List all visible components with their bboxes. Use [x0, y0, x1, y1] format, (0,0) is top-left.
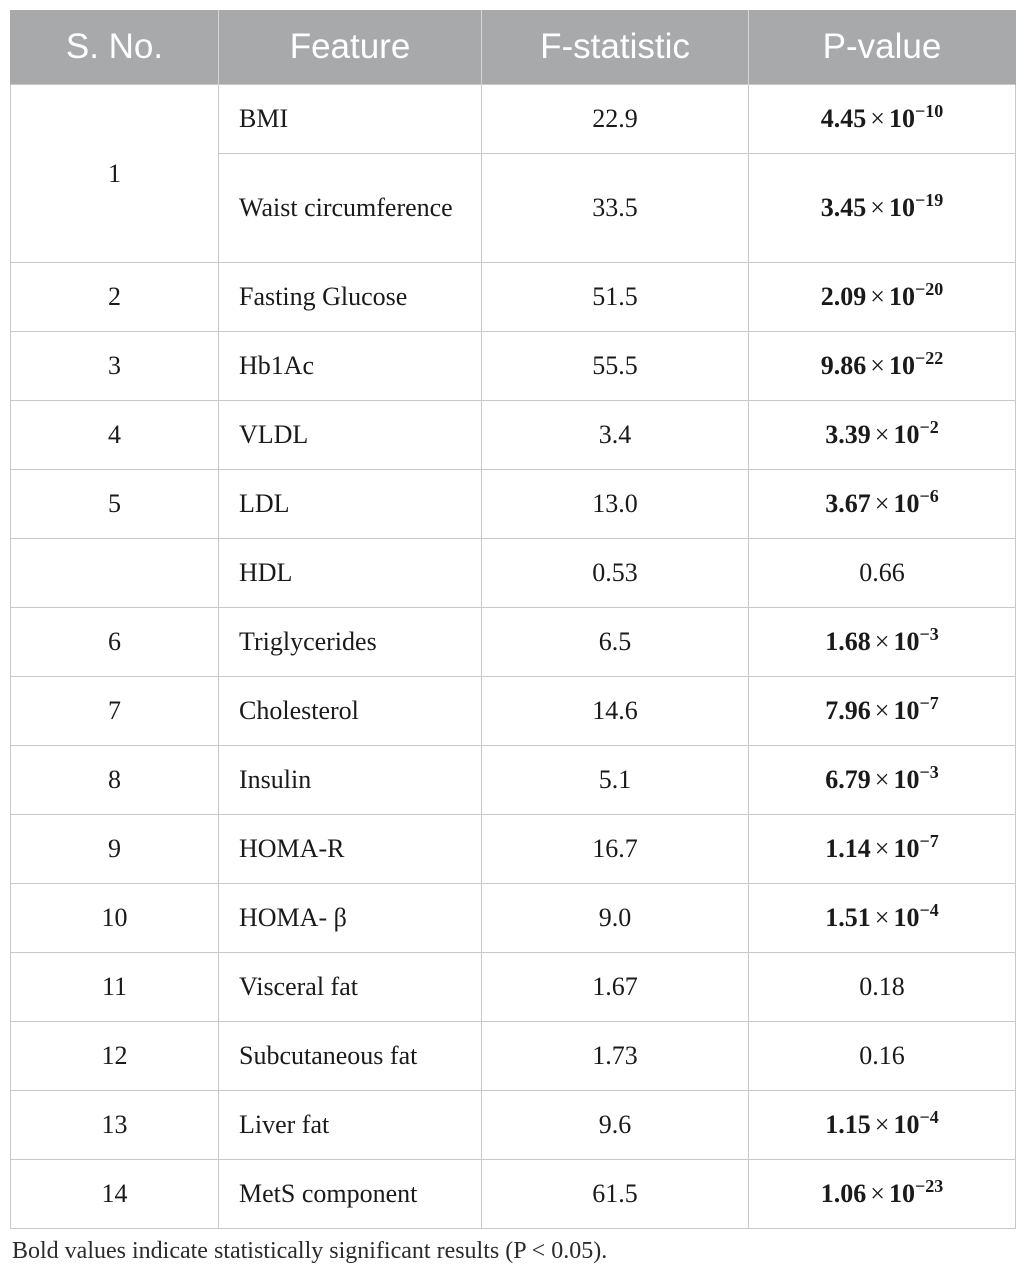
row-p-value: $1.06 \times 10^{-23}$ — [749, 1160, 1016, 1229]
row-p-value: 0.66 — [749, 539, 1016, 608]
table-row — [11, 401, 1016, 470]
table-row — [11, 263, 1016, 332]
table-row — [11, 1091, 1016, 1160]
row-f-statistic: 9.6 — [482, 1091, 749, 1160]
row-feature: LDL — [219, 470, 482, 539]
row-sno: 4 — [11, 401, 219, 470]
row-sno: 11 — [11, 953, 219, 1022]
row-f-statistic: 61.5 — [482, 1160, 749, 1229]
table-row — [11, 953, 1016, 1022]
row-feature: Waist circumference — [219, 154, 482, 263]
row-p-value: $7.96 \times 10^{-7}$ — [749, 677, 1016, 746]
row-f-statistic: 16.7 — [482, 815, 749, 884]
row-sno: 12 — [11, 1022, 219, 1091]
row-sno: 3 — [11, 332, 219, 401]
header-sno: S. No. — [11, 10, 219, 85]
row-feature: Fasting Glucose — [219, 263, 482, 332]
row-p-value: $1.51 \times 10^{-4}$ — [749, 884, 1016, 953]
table-row — [11, 1160, 1016, 1229]
header-feature: Feature — [219, 10, 482, 85]
table-row — [11, 815, 1016, 884]
table-header-row — [11, 10, 1016, 85]
table-row — [11, 608, 1016, 677]
table-row — [11, 85, 1016, 154]
row-sno: 6 — [11, 608, 219, 677]
table-row — [11, 332, 1016, 401]
row-sno — [11, 539, 219, 608]
row-p-value: $3.39 \times 10^{-2}$ — [749, 401, 1016, 470]
table-row — [11, 1022, 1016, 1091]
row-feature: HOMA- β — [219, 884, 482, 953]
row-feature: VLDL — [219, 401, 482, 470]
row-p-value: $9.86 \times 10^{-22}$ — [749, 332, 1016, 401]
row-f-statistic: 14.6 — [482, 677, 749, 746]
row-f-statistic: 55.5 — [482, 332, 749, 401]
row-feature: MetS component — [219, 1160, 482, 1229]
row-feature: BMI — [219, 85, 482, 154]
row-p-value: $1.15 \times 10^{-4}$ — [749, 1091, 1016, 1160]
table-row — [11, 539, 1016, 608]
row-f-statistic: 13.0 — [482, 470, 749, 539]
row-f-statistic: 51.5 — [482, 263, 749, 332]
row-f-statistic: 3.4 — [482, 401, 749, 470]
table-footnote: Bold values indicate statistically significant results (P < 0.05). — [12, 1238, 608, 1264]
row-feature: Liver fat — [219, 1091, 482, 1160]
row-sno: 14 — [11, 1160, 219, 1229]
row-sno: 1 — [11, 85, 219, 263]
row-p-value: $4.45 \times 10^{-10}$ — [749, 85, 1016, 154]
table-row — [11, 884, 1016, 953]
row-f-statistic: 9.0 — [482, 884, 749, 953]
table-row — [11, 746, 1016, 815]
results-table-container — [10, 10, 1015, 1229]
row-sno: 2 — [11, 263, 219, 332]
row-f-statistic: 5.1 — [482, 746, 749, 815]
row-f-statistic: 1.73 — [482, 1022, 749, 1091]
header-p-value: P-value — [749, 10, 1016, 85]
row-p-value: $6.79 \times 10^{-3}$ — [749, 746, 1016, 815]
row-f-statistic: 6.5 — [482, 608, 749, 677]
row-sno: 8 — [11, 746, 219, 815]
row-sno: 10 — [11, 884, 219, 953]
row-f-statistic: 1.67 — [482, 953, 749, 1022]
row-p-value: $1.68 \times 10^{-3}$ — [749, 608, 1016, 677]
row-f-statistic: 22.9 — [482, 85, 749, 154]
row-feature: Subcutaneous fat — [219, 1022, 482, 1091]
row-sno: 5 — [11, 470, 219, 539]
table-row — [11, 470, 1016, 539]
row-p-value: 0.16 — [749, 1022, 1016, 1091]
row-p-value: $2.09 \times 10^{-20}$ — [749, 263, 1016, 332]
anova-results-table — [10, 10, 1016, 1229]
row-p-value: $1.14 \times 10^{-7}$ — [749, 815, 1016, 884]
row-f-statistic: 33.5 — [482, 154, 749, 263]
row-p-value: $3.45 \times 10^{-19}$ — [749, 154, 1016, 263]
row-feature: HOMA-R — [219, 815, 482, 884]
row-f-statistic: 0.53 — [482, 539, 749, 608]
row-sno: 7 — [11, 677, 219, 746]
row-sno: 9 — [11, 815, 219, 884]
row-feature: Visceral fat — [219, 953, 482, 1022]
row-p-value: $3.67 \times 10^{-6}$ — [749, 470, 1016, 539]
row-sno: 13 — [11, 1091, 219, 1160]
row-feature: Hb1Ac — [219, 332, 482, 401]
row-feature: Triglycerides — [219, 608, 482, 677]
row-p-value: 0.18 — [749, 953, 1016, 1022]
row-feature: Cholesterol — [219, 677, 482, 746]
header-f-statistic: F-statistic — [482, 10, 749, 85]
table-row — [11, 677, 1016, 746]
row-feature: HDL — [219, 539, 482, 608]
row-feature: Insulin — [219, 746, 482, 815]
